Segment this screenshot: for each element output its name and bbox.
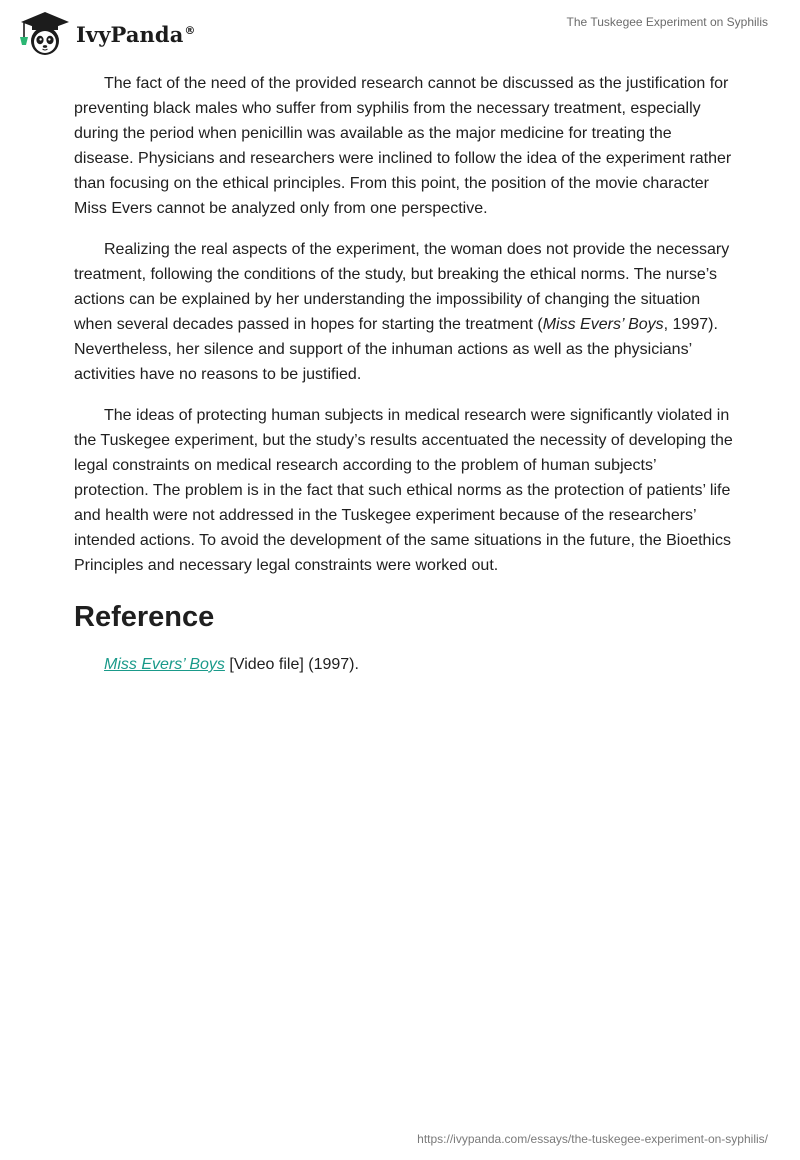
essay-paragraph: Realizing the real aspects of the experiment, the woman does not provide the necessary treatment, following the conditions of the study, but breaking the ethical norms. The nurse’s actions can be explained by her understanding the impossibility of changing the situation when several decades passed in hopes for starting the treatment (Miss Evers’ Boys, 1997). Nevertheless, her silence and support of the inhuman actions as well as the physicians’ activities have no reasons to be justified. (74, 241, 730, 383)
registered-mark: ® (184, 23, 196, 37)
brand-name: IvyPanda® (76, 21, 196, 47)
panda-graduate-icon (15, 8, 71, 58)
reference-link[interactable]: Miss Evers’ Boys (104, 656, 225, 673)
essay-body (74, 71, 734, 677)
essay-paragraph: The ideas of protecting human subjects in medical research were significantly violated in the Tuskegee experiment, but the study’s results accentuated the necessity of developing the legal constraints on medical research according to the problem of human subjects’ protection. The problem is in the fact that such ethical norms as the protection of patients’ life and health were not addressed in the Tuskegee experiment because of the researchers’ intended actions. To avoid the development of the same situations in the future, the Bioethics Principles and necessary legal constraints were worked out. (74, 407, 733, 574)
document-title: The Tuskegee Experiment on Syphilis (566, 15, 768, 29)
reference-details: [Video file] (1997). (224, 656, 359, 673)
reference-heading: Reference (74, 601, 215, 633)
essay-paragraph: The fact of the need of the provided research cannot be discussed as the justification for preventing black males who suffer from syphilis from the necessary treatment, especially during the period when penicillin was available as the major medicine for treating the disease. Physicians and researchers were inclined to follow the idea of the experiment rather than focusing on the ethical principles. From this point, the position of the movie character Miss Evers cannot be analyzed only from one perspective. (74, 75, 732, 217)
brand-logo[interactable] (15, 8, 196, 58)
reference-entry (74, 652, 734, 677)
film-title-italic: Miss Evers’ Boys (542, 316, 664, 333)
source-url[interactable]: https://ivypanda.com/essays/the-tuskegee-experiment-on-syphilis/ (417, 1132, 768, 1146)
page-header (0, 0, 800, 66)
